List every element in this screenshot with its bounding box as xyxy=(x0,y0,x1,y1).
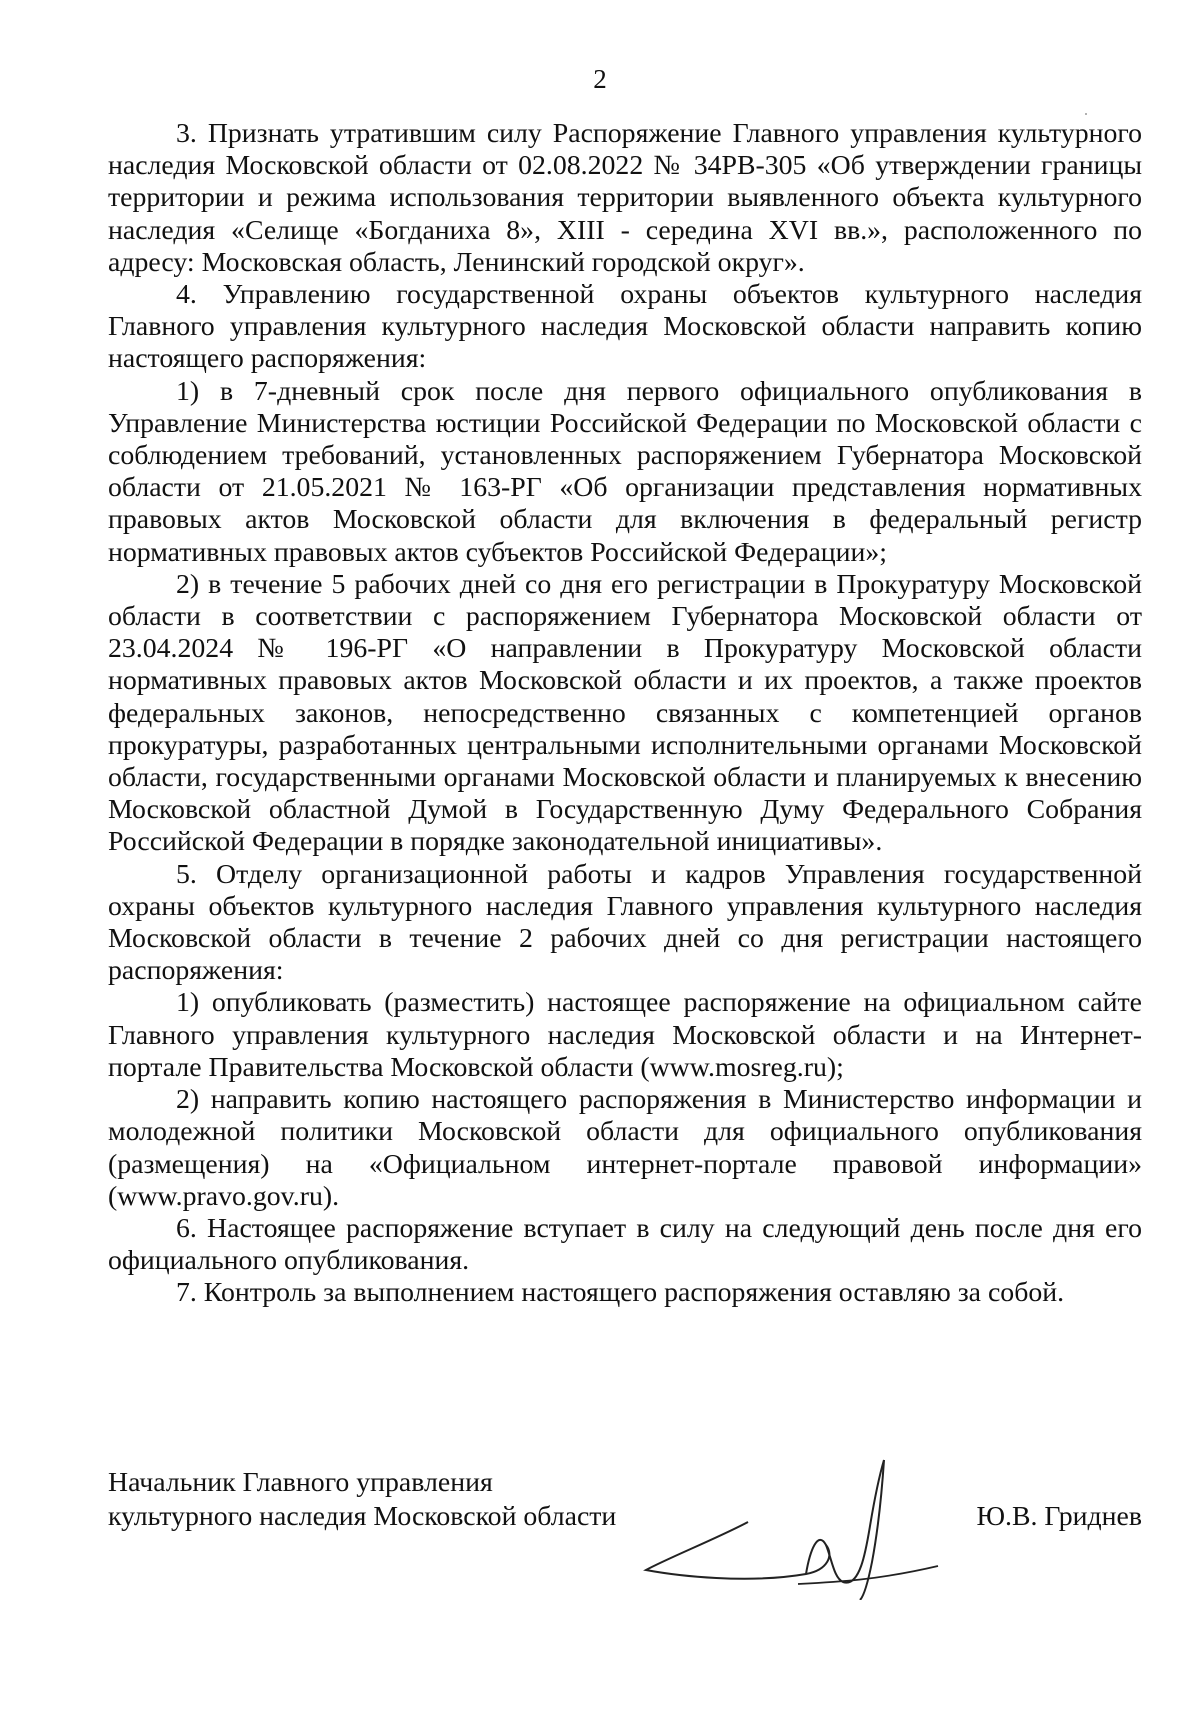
paragraph-3: 3. Признать утратившим силу Распоряжение Главного управления культурного наследия Московской области от 02.08.2022 № 34РВ-305 «Об утверждении границы территории и режима использования территории выявленного объекта культурного наследия «Селище «Богданиха 8», XIII - середина XVI вв.», расположенного по адресу: Московская область, Ленинский городской округ». xyxy=(108,118,1142,278)
signatory-title-line-1: Начальник Главного управления xyxy=(108,1467,493,1498)
scan-speck xyxy=(1085,113,1087,115)
paragraph-7: 7. Контроль за выполнением настоящего распоряжения оставляю за собой. xyxy=(176,1277,1065,1309)
handwritten-signature xyxy=(638,1450,998,1600)
signature-block xyxy=(108,1466,1142,1596)
paragraph-5-item-1: 1) опубликовать (разместить) настоящее распоряжение на официальном сайте Главного управления культурного наследия Московской области и на Интернет-портале Правительства Московской области (www.mosreg.ru); xyxy=(108,987,1142,1083)
signatory-title-line-2: культурного наследия Московской области xyxy=(108,1501,617,1532)
signatory-title xyxy=(108,1466,616,1534)
paragraph-6: 6. Настоящее распоряжение вступает в силу на следующий день после дня его официального опубликования. xyxy=(108,1212,1142,1277)
paragraph-5-item-2: 2) направить копию настоящего распоряжения в Министерство информации и молодежной политики Московской области для официального опубликования (размещения) на «Официальном интернет-портале правовой информации» (www.pravo.gov.ru). xyxy=(108,1084,1142,1212)
paragraph-4: 4. Управлению государственной охраны объектов культурного наследия Главного управления культурного наследия Московской области направить копию настоящего распоряжения: xyxy=(108,279,1142,375)
page-number: 2 xyxy=(593,64,607,94)
paragraph-4-item-2: 2) в течение 5 рабочих дней со дня его регистрации в Прокуратуру Московской области в соответствии с распоряжением Губернатора Московской области от 23.04.2024 № 196-РГ «О направлении в Прокуратуру Московской области нормативных правовых актов Московской области и их проектов, а также проектов федеральных законов, непосредственно связанных с компетенцией органов прокуратуры, разработанных центральными исполнительными органами Московской области, государственными органами Московской области и планируемых к внесению Московской областной Думой в Государственную Думу Федерального Собрания Российской Федерации в порядке законодательной инициативы». xyxy=(108,568,1142,858)
signatory-name: Ю.В. Гриднев xyxy=(976,1501,1142,1532)
document-body xyxy=(108,118,1142,1310)
paragraph-5: 5. Отделу организационной работы и кадров Управления государственной охраны объектов культурного наследия Главного управления культурного наследия Московской области в течение 2 рабочих дней со дня регистрации настоящего распоряжения: xyxy=(108,858,1142,987)
paragraph-4-item-1: 1) в 7-дневный срок после дня первого официального опубликования в Управление Министерства юстиции Российской Федерации по Московской области с соблюдением требований, установленных распоряжением Губернатора Московской области от 21.05.2021 № 163-РГ «Об организации представления нормативных правовых актов Московской области для включения в федеральный регистр нормативных правовых актов субъектов Российской Федерации»; xyxy=(108,375,1142,568)
